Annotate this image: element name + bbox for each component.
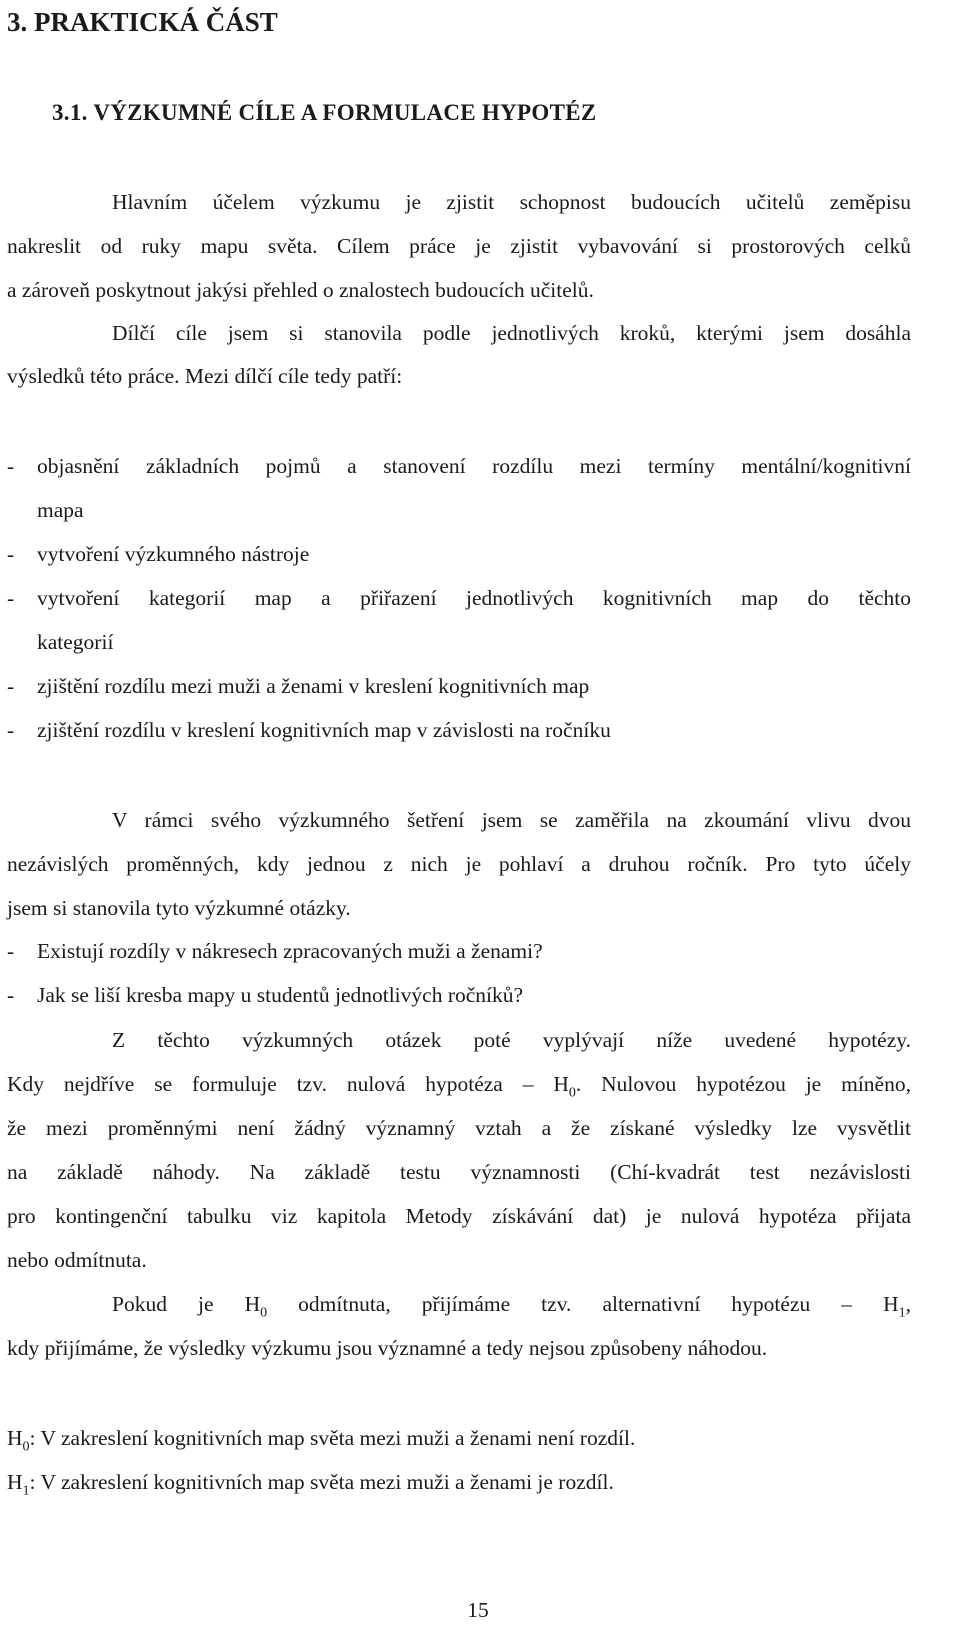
list-dash: -: [7, 718, 15, 742]
hypothesis-h1: $H_1$: V zakreslení kognitivních map světa mezi muži a ženami je rozdíl.: [7, 1470, 614, 1499]
paragraph-line: Kdy nejdříve se formuluje tzv. nulová hypotéza – $H_0$. Nulovou hypotézou je míněno,: [7, 1072, 911, 1101]
list-item: - Existují rozdíly v nákresech zpracovaných muži a ženami?: [7, 939, 543, 963]
hypothesis-h0: $H_0$: V zakreslení kognitivních map světa mezi muži a ženami není rozdíl.: [7, 1426, 636, 1455]
paragraph-line: nezávislých proměnných, kdy jednou z nich je pohlaví a druhou ročník. Pro tyto účely: [7, 852, 911, 876]
paragraph-line: Z těchto výzkumných otázek poté vyplývají níže uvedené hypotézy.: [112, 1028, 911, 1052]
list-item-continuation: mapa: [37, 498, 84, 522]
paragraph-line: nebo odmítnuta.: [7, 1248, 147, 1272]
paragraph-line: výsledků této práce. Mezi dílčí cíle tedy patří:: [7, 364, 403, 388]
paragraph-line: Dílčí cíle jsem si stanovila podle jednotlivých kroků, kterými jsem dosáhla: [112, 321, 911, 345]
paragraph-line: pro kontingenční tabulku viz kapitola Metody získávání dat) je nulová hypotéza přijata: [7, 1204, 911, 1228]
list-dash: -: [7, 939, 15, 963]
chapter-heading: 3. PRAKTICKÁ ČÁST: [7, 7, 278, 37]
section-heading: 3.1. VÝZKUMNÉ CÍLE A FORMULACE HYPOTÉZ: [52, 100, 597, 125]
paragraph-line: V rámci svého výzkumného šetření jsem se zaměřila na zkoumání vlivu dvou: [112, 808, 911, 832]
paragraph-line: Pokud je $H_0$ odmítnuta, přijímáme tzv. alternativní hypotézu – $H_1$,: [112, 1292, 911, 1321]
paragraph-line: že mezi proměnnými není žádný významný vztah a že získané výsledky lze vysvětlit: [7, 1116, 911, 1140]
page-number: 15: [467, 1598, 489, 1622]
list-dash: -: [7, 983, 15, 1007]
paragraph-line: na základě náhody. Na základě testu významnosti (Chí-kvadrát test nezávislosti: [7, 1160, 911, 1184]
list-item: - zjištění rozdílu mezi muži a ženami v kreslení kognitivních map: [7, 674, 590, 698]
list-item: - objasnění základních pojmů a stanovení rozdílu mezi termíny mentální/kognitivní: [7, 454, 911, 478]
list-item: - Jak se liší kresba mapy u studentů jednotlivých ročníků?: [7, 983, 524, 1007]
list-item-continuation: kategorií: [37, 630, 114, 654]
list-item: - vytvoření kategorií map a přiřazení jednotlivých kognitivních map do těchto: [7, 586, 911, 610]
list-item: - vytvoření výzkumného nástroje: [7, 542, 310, 566]
paragraph-line: kdy přijímáme, že výsledky výzkumu jsou významné a tedy nejsou způsobeny náhodou.: [7, 1336, 768, 1360]
paragraph-line: Hlavním účelem výzkumu je zjistit schopnost budoucích učitelů zeměpisu: [112, 190, 911, 214]
list-dash: -: [7, 542, 15, 566]
list-item: - zjištění rozdílu v kreslení kognitivních map v závislosti na ročníku: [7, 718, 611, 742]
list-dash: -: [7, 454, 15, 478]
paragraph-line: jsem si stanovila tyto výzkumné otázky.: [7, 896, 351, 920]
list-dash: -: [7, 586, 15, 610]
list-dash: -: [7, 674, 15, 698]
paragraph-line: a zároveň poskytnout jakýsi přehled o znalostech budoucích učitelů.: [7, 278, 594, 302]
paragraph-line: nakreslit od ruky mapu světa. Cílem práce je zjistit vybavování si prostorových celků: [7, 234, 911, 258]
